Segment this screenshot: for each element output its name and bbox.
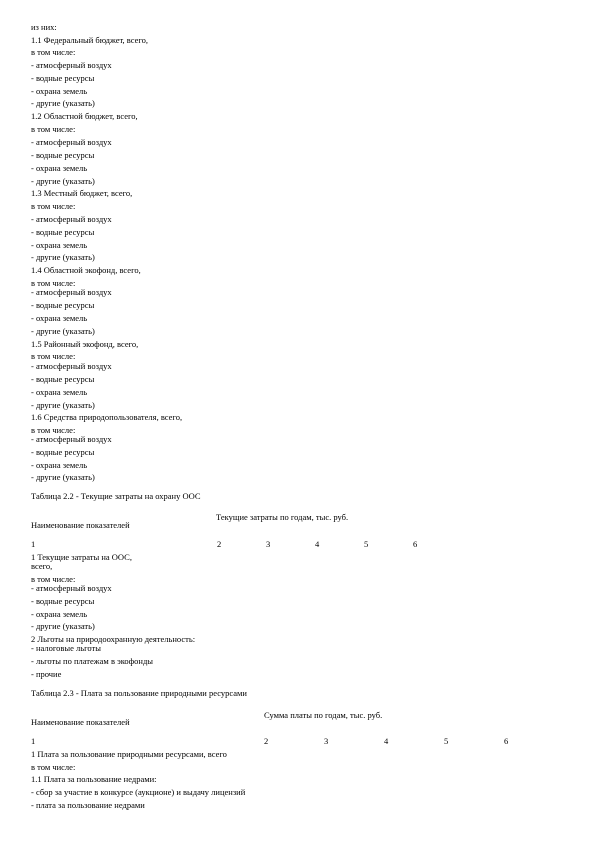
column-number: 3: [266, 539, 271, 549]
list-line: - другие (указать): [31, 252, 95, 262]
table-row: - льготы по платежам в экофонды: [31, 656, 154, 666]
list-line: - атмосферный воздух: [31, 137, 112, 147]
table-row: 1 Текущие затраты на ООС,: [31, 552, 132, 562]
list-line: - другие (указать): [31, 98, 95, 108]
table-row: 2 Льготы на природоохранную деятельность:: [31, 634, 196, 644]
list-line: 1.5 Районный экофонд, всего,: [31, 339, 139, 349]
list-line: - другие (указать): [31, 400, 95, 410]
column-header: Наименование показателей: [31, 717, 130, 727]
column-number: 5: [364, 539, 369, 549]
table-row: - охрана земель: [31, 609, 88, 619]
list-line: в том числе:: [31, 201, 76, 211]
list-line: - охрана земель: [31, 240, 88, 250]
column-number: 3: [324, 736, 329, 746]
list-line: - охрана земель: [31, 163, 88, 173]
table-row: - сбор за участие в конкурсе (аукционе) и выдачу лицензий: [31, 787, 246, 797]
list-line: - охрана земель: [31, 387, 88, 397]
table-row: 1 Плата за пользование природными ресурсами, всего: [31, 749, 227, 759]
list-line: в том числе:: [31, 124, 76, 134]
table-row: в том числе:: [31, 762, 76, 772]
list-line: в том числе:: [31, 425, 76, 435]
group-header: Сумма платы по годам, тыс. руб.: [264, 710, 383, 720]
column-header: Наименование показателей: [31, 520, 130, 530]
table-row: - налоговые льготы: [31, 643, 101, 653]
list-line: - атмосферный воздух: [31, 60, 112, 70]
list-line: - водные ресурсы: [31, 150, 95, 160]
list-line: 1.4 Областной экофонд, всего,: [31, 265, 141, 275]
list-line: - охрана земель: [31, 460, 88, 470]
column-number: 1: [31, 736, 36, 746]
list-line: 1.2 Областной бюджет, всего,: [31, 111, 138, 121]
list-line: - другие (указать): [31, 472, 95, 482]
list-line: - водные ресурсы: [31, 227, 95, 237]
list-line: - другие (указать): [31, 176, 95, 186]
column-number: 5: [444, 736, 449, 746]
column-number: 4: [315, 539, 320, 549]
table-row: - атмосферный воздух: [31, 583, 112, 593]
list-line: - водные ресурсы: [31, 73, 95, 83]
list-line: - водные ресурсы: [31, 300, 95, 310]
table-row: - прочие: [31, 669, 62, 679]
table-caption: Таблица 2.2 - Текущие затраты на охрану ООС: [31, 491, 201, 501]
table-row: в том числе:: [31, 574, 76, 584]
table-row: всего,: [31, 561, 53, 571]
list-line: - охрана земель: [31, 86, 88, 96]
list-line: в том числе:: [31, 278, 76, 288]
column-number: 2: [264, 736, 269, 746]
column-number: 6: [413, 539, 418, 549]
column-number: 1: [31, 539, 36, 549]
list-line: - атмосферный воздух: [31, 214, 112, 224]
list-line: - водные ресурсы: [31, 374, 95, 384]
list-line: 1.6 Средства природопользователя, всего,: [31, 412, 183, 422]
group-header: Текущие затраты по годам, тыс. руб.: [216, 512, 349, 522]
table-row: - другие (указать): [31, 621, 95, 631]
column-number: 6: [504, 736, 509, 746]
list-line: - водные ресурсы: [31, 447, 95, 457]
list-line: - атмосферный воздух: [31, 434, 112, 444]
table-caption: Таблица 2.3 - Плата за пользование природными ресурсами: [31, 688, 247, 698]
list-line: - атмосферный воздух: [31, 361, 112, 371]
column-number: 4: [384, 736, 389, 746]
table-row: 1.1 Плата за пользование недрами:: [31, 774, 157, 784]
list-line: - другие (указать): [31, 326, 95, 336]
list-line: 1.3 Местный бюджет, всего,: [31, 188, 133, 198]
column-number: 2: [217, 539, 222, 549]
list-line: из них:: [31, 22, 57, 32]
list-line: в том числе:: [31, 351, 76, 361]
list-line: 1.1 Федеральный бюджет, всего,: [31, 35, 149, 45]
list-line: - охрана земель: [31, 313, 88, 323]
list-line: - атмосферный воздух: [31, 287, 112, 297]
list-line: в том числе:: [31, 47, 76, 57]
table-row: - плата за пользование недрами: [31, 800, 145, 810]
table-row: - водные ресурсы: [31, 596, 95, 606]
